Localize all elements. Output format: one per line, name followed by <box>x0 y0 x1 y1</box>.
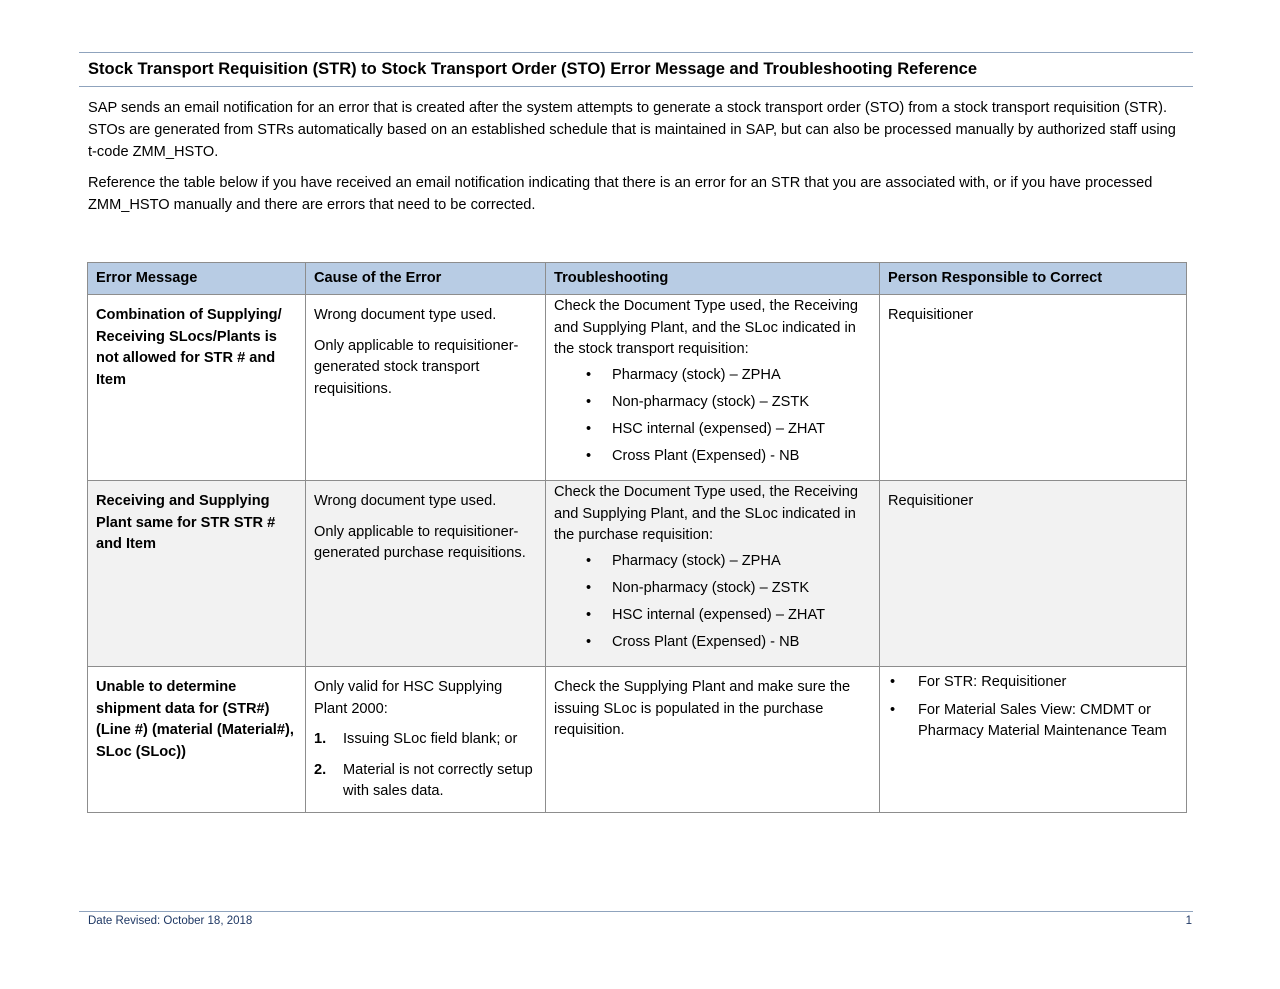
list-item: • For STR: Requisitioner <box>888 672 1178 694</box>
error-message-text: Unable to determine shipment data for (STR#) (Line #) (material (Material#), SLoc (SLoc)) <box>96 679 294 760</box>
troubleshooting-intro: Check the Document Type used, the Receiving and Supplying Plant, and the SLoc indicated in the purchase requisition: <box>554 484 858 543</box>
header-cause: Cause of the Error <box>306 263 546 295</box>
list-item <box>314 729 537 751</box>
responsible-text: Requisitioner <box>888 493 974 509</box>
cause-cell <box>306 295 546 481</box>
table-row <box>88 295 1187 481</box>
responsible-cell <box>880 481 1187 667</box>
document-title: Stock Transport Requisition (STR) to Stock Transport Order (STO) Error Message and Troubleshooting Reference <box>88 60 978 78</box>
list-item <box>314 760 537 803</box>
error-message-cell <box>88 667 306 813</box>
document-type-list <box>554 551 871 654</box>
error-message-cell <box>88 481 306 667</box>
cause-note: Only applicable to requisitioner-generated stock transport requisitions. <box>314 337 519 397</box>
list-item: • For Material Sales View: CMDMT or Pharmacy Material Maintenance Team <box>888 700 1178 743</box>
cause-note: Only applicable to requisitioner-generated purchase requisitions. <box>314 523 526 561</box>
cause-text: Wrong document type used. <box>314 307 497 323</box>
table-header-row <box>88 263 1187 295</box>
troubleshooting-cell <box>546 295 880 481</box>
list-item: • HSC internal (expensed) – ZHAT <box>554 419 871 441</box>
footer-date-revised: Date Revised: October 18, 2018 <box>88 915 253 927</box>
list-number: 1. <box>314 731 327 747</box>
document-type-list <box>554 365 871 468</box>
responsible-text: Requisitioner <box>888 307 974 323</box>
troubleshooting-intro: Check the Supplying Plant and make sure the issuing SLoc is populated in the purchase requisition. <box>554 679 851 738</box>
responsible-cell <box>880 295 1187 481</box>
intro-paragraph-1: SAP sends an email notification for an error that is created after the system attempts to generate a stock transport order (STO) from a stock transport requisition (STR). STOs are generated from STRs automatically based on an established schedule that is maintained in SAP, but can also be processed manually by authorized staff using t-code ZMM_HSTO. <box>88 100 1176 160</box>
list-item: • Cross Plant (Expensed) - NB <box>554 632 871 654</box>
error-message-text: Receiving and Supplying Plant same for STR STR # and Item <box>96 493 276 552</box>
list-item: • Pharmacy (stock) – ZPHA <box>554 551 871 573</box>
cause-cell <box>306 667 546 813</box>
troubleshooting-cell <box>546 667 880 813</box>
list-number: 2. <box>314 761 327 778</box>
header-troubleshooting: Troubleshooting <box>546 263 880 295</box>
footer-page-number: 1 <box>1185 915 1192 927</box>
list-item: • Non-pharmacy (stock) – ZSTK <box>554 392 871 414</box>
list-item: • Pharmacy (stock) – ZPHA <box>554 365 871 387</box>
header-error-message: Error Message <box>88 263 306 295</box>
list-item: • HSC internal (expensed) – ZHAT <box>554 605 871 627</box>
cause-list <box>314 729 537 803</box>
error-message-cell <box>88 295 306 481</box>
list-item: • Cross Plant (Expensed) - NB <box>554 446 871 468</box>
header-person-responsible: Person Responsible to Correct <box>880 263 1187 295</box>
list-text: Material is not correctly setup with sales data. <box>343 761 533 799</box>
cause-text: Wrong document type used. <box>314 493 497 509</box>
cause-cell <box>306 481 546 667</box>
error-message-text: Combination of Supplying/ Receiving SLocs/Plants is not allowed for STR # and Item <box>96 307 282 388</box>
list-text: Issuing SLoc field blank; or <box>343 731 518 747</box>
troubleshooting-cell <box>546 481 880 667</box>
cause-intro: Only valid for HSC Supplying Plant 2000: <box>314 679 503 717</box>
intro-paragraph-2: Reference the table below if you have received an email notification indicating that there is an error for an STR that you are associated with, or if you have processed ZMM_HSTO manually and there are errors that need to be corrected. <box>88 175 1153 213</box>
troubleshooting-intro: Check the Document Type used, the Receiving and Supplying Plant, and the SLoc indicated in the stock transport requisition: <box>554 298 858 357</box>
responsible-cell <box>880 667 1187 813</box>
responsible-list <box>888 672 1178 743</box>
footer-rule <box>79 911 1193 912</box>
table-row <box>88 481 1187 667</box>
error-reference-table <box>87 262 1187 813</box>
title-underline <box>79 86 1193 87</box>
table-row <box>88 667 1187 813</box>
list-item: • Non-pharmacy (stock) – ZSTK <box>554 578 871 600</box>
top-rule <box>79 52 1193 53</box>
